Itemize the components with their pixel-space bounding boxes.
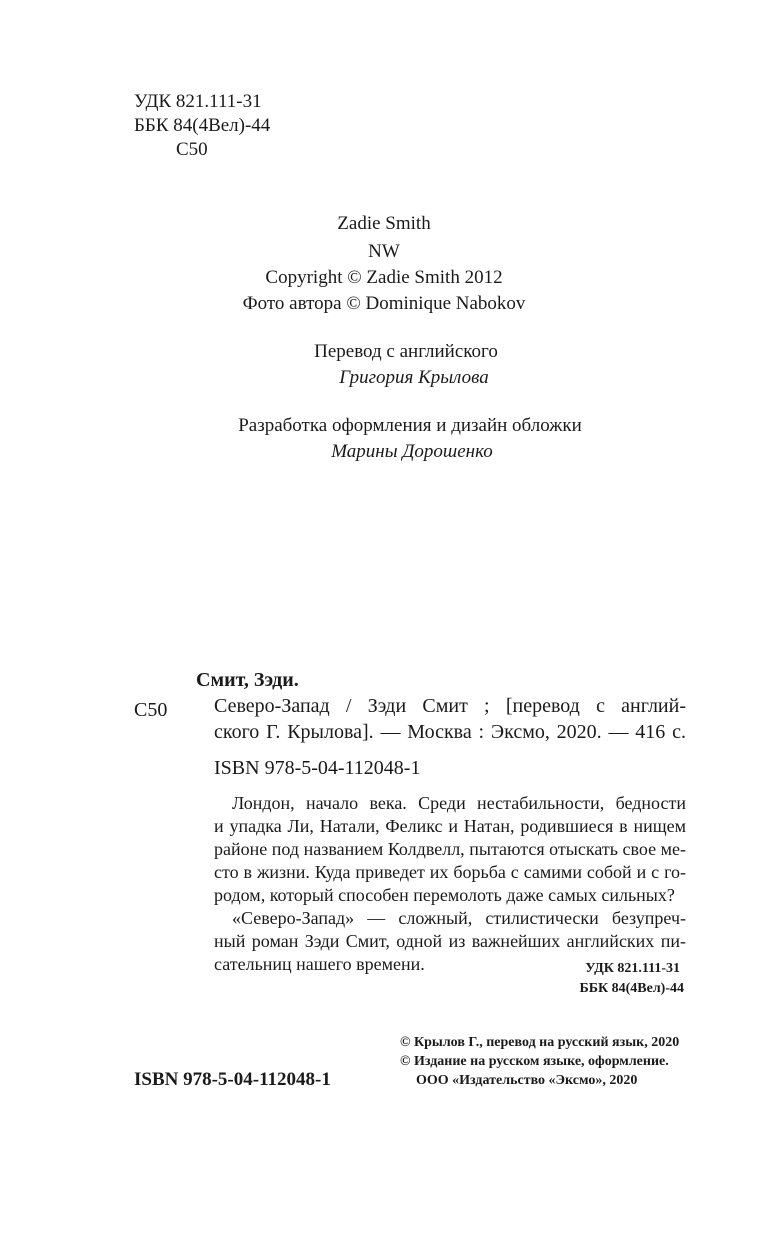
author-mark: С50 — [176, 139, 208, 160]
bib-author-mark: С50 — [134, 699, 168, 721]
annotation-line: родом, который способен перемолоть даже самых сильных? — [214, 885, 675, 905]
bottom-bbk: ББК 84(4Вел)-44 — [579, 981, 684, 996]
bib-isbn: ISBN 978-5-04-112048-1 — [214, 757, 421, 779]
bib-line-2: ского Г. Крылова]. — Москва : Эксмо, 2020. — 416 с. — [214, 721, 686, 743]
original-title: NW — [368, 241, 400, 262]
original-author: Zadie Smith — [337, 213, 431, 234]
annotation-line: и упадка Ли, Натали, Феликс и Натан, родившиеся в нищем — [214, 816, 686, 836]
annotation-line: ный роман Зэди Смит, одной из важнейших английских пи- — [214, 931, 686, 951]
translation-label: Перевод с английского — [314, 341, 498, 362]
design-label: Разработка оформления и дизайн обложки — [238, 415, 582, 436]
bib-line-1: Северо-Запад / Зэди Смит ; [перевод с англий- — [214, 695, 686, 717]
designer-name: Марины Дорошенко — [331, 441, 493, 462]
photo-credit: Фото автора © Dominique Nabokov — [242, 293, 526, 314]
annotation-line: сательниц нашего времени. — [214, 954, 425, 974]
bbk-code: ББК 84(4Вел)-44 — [134, 115, 271, 136]
bib-heading: Смит, Зэди. — [196, 669, 299, 691]
udk-code: УДК 821.111-31 — [134, 91, 262, 112]
bottom-udk: УДК 821.111-31 — [585, 961, 680, 976]
translator-name: Григория Крылова — [339, 367, 489, 388]
annotation-line: Лондон, начало века. Среди нестабильности, бедности — [232, 793, 686, 813]
footer-copyright-line: © Крылов Г., перевод на русский язык, 2020 — [400, 1035, 680, 1050]
footer-isbn: ISBN 978-5-04-112048-1 — [134, 1069, 331, 1090]
original-copyright: Copyright © Zadie Smith 2012 — [265, 267, 503, 288]
annotation-line: «Северо-Запад» — сложный, стилистически безупреч- — [232, 908, 686, 928]
footer-copyright-line: © Издание на русском языке, оформление. — [400, 1054, 669, 1069]
footer-copyright-line: ООО «Издательство «Эксмо», 2020 — [416, 1073, 638, 1088]
annotation-line: районе под названием Колдвелл, пытаются отыскать свое ме- — [214, 839, 686, 859]
annotation-line: сто в жизни. Куда приведет их борьба с самими собой и с го- — [214, 862, 686, 882]
